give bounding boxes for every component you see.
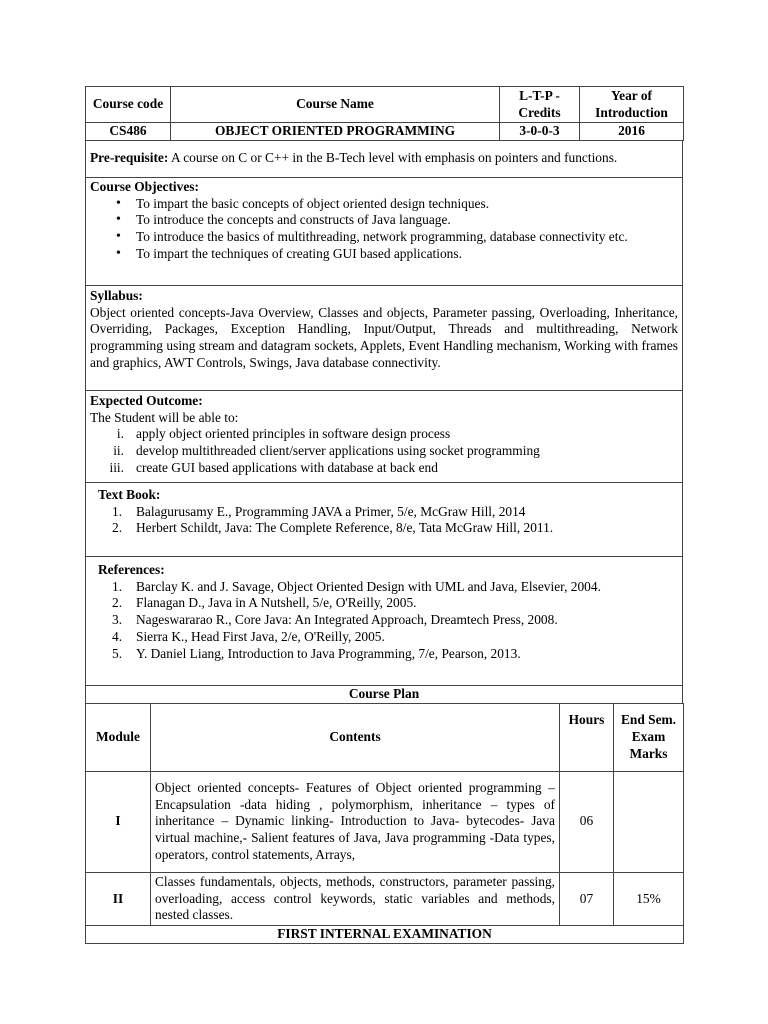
objectives-title: Course Objectives: xyxy=(90,178,199,194)
ltp-header: L-T-P - Credits xyxy=(500,87,580,123)
table-row xyxy=(86,872,684,925)
module-hours: 07 xyxy=(560,872,614,925)
outcome-intro: The Student will be able to: xyxy=(90,409,239,425)
marks-header: End Sem. Exam Marks xyxy=(614,703,684,771)
list-text: create GUI based applications with database at back end xyxy=(136,459,438,475)
module-marks xyxy=(614,771,684,872)
course-details-table xyxy=(85,140,683,704)
outcome-list xyxy=(90,426,678,476)
course-name-value: OBJECT ORIENTED PROGRAMMING xyxy=(171,123,500,141)
list-text: Sierra K., Head First Java, 2/e, O'Reilly, 2005. xyxy=(136,628,385,644)
prerequisite-label: Pre-requisite: xyxy=(90,150,169,166)
list-text: develop multithreaded client/server applications using socket programming xyxy=(136,443,540,459)
course-sheet xyxy=(85,86,683,944)
textbook-list xyxy=(98,504,678,538)
list-item xyxy=(116,426,678,443)
year-value: 2016 xyxy=(580,123,684,141)
list-text: Flanagan D., Java in A Nutshell, 5/e, O'Reilly, 2005. xyxy=(136,595,417,611)
list-marker: 1. xyxy=(112,503,123,519)
course-header-table xyxy=(85,86,684,141)
module-marks: 15% xyxy=(614,872,684,925)
syllabus-title: Syllabus: xyxy=(90,287,143,303)
syllabus-text: Object oriented concepts-Java Overview, Classes and objects, Parameter passing, Overloading, Inheritance, Overriding, Packages, Exception Handling, Input/Output, Threads and multithreading, Network programming using stream and datagram sockets, Applets, Event Handling mechanism, Working with frames and graphics, AWT Controls, Swings, Java database connectivity. xyxy=(90,304,678,370)
module-number: II xyxy=(86,872,151,925)
module-header: Module xyxy=(86,703,151,771)
list-item xyxy=(112,503,678,521)
prerequisite-text: A course on C or C++ in the B-Tech level with emphasis on pointers and functions. xyxy=(168,150,618,166)
list-item xyxy=(112,578,678,596)
syllabus-section xyxy=(86,285,683,390)
list-item: • To introduce the basics of multithreading, network programming, database connectivity etc. xyxy=(136,229,678,246)
list-marker: 5. xyxy=(112,645,123,661)
textbook-title: Text Book: xyxy=(98,486,161,502)
list-item: • To impart the basic concepts of object oriented design techniques. xyxy=(136,196,678,213)
list-item xyxy=(113,443,678,460)
references-section xyxy=(86,556,683,685)
course-plan-table xyxy=(85,703,684,944)
references-title: References: xyxy=(98,561,165,577)
contents-header: Contents xyxy=(151,703,560,771)
list-marker: 2. xyxy=(112,595,123,611)
list-text: Nageswararao R., Core Java: An Integrated Approach, Dreamtech Press, 2008. xyxy=(136,612,558,628)
list-item xyxy=(109,459,678,477)
list-text: Y. Daniel Liang, Introduction to Java Programming, 7/e, Pearson, 2013. xyxy=(136,645,521,661)
year-header: Year of Introduction xyxy=(580,87,684,123)
list-item xyxy=(112,645,678,663)
outcome-section xyxy=(86,390,683,482)
list-text: apply object oriented principles in software design process xyxy=(136,426,451,442)
list-item xyxy=(112,520,678,537)
references-list xyxy=(98,579,678,663)
outcome-title: Expected Outcome: xyxy=(90,392,203,408)
course-code-header: Course code xyxy=(86,87,171,123)
list-item xyxy=(112,612,678,629)
module-number: I xyxy=(86,771,151,872)
table-row xyxy=(86,771,684,872)
objectives-section xyxy=(86,177,683,285)
module-hours: 06 xyxy=(560,771,614,872)
list-marker: iii. xyxy=(109,459,124,475)
first-internal-exam-row: FIRST INTERNAL EXAMINATION xyxy=(86,926,684,944)
ltp-value: 3-0-0-3 xyxy=(500,123,580,141)
list-item: • To impart the techniques of creating GUI based applications. xyxy=(136,246,678,263)
module-contents: Object oriented concepts- Features of Object oriented programming – Encapsulation -data hiding , polymorphism, inheritance – types of inheritance – Dynamic linking- Introduction to Java- bytecodes- Java virtual machine,- Salient features of Java, Java programming -Data types, operators, control statements, Arrays, xyxy=(151,771,560,872)
list-marker: 2. xyxy=(112,520,123,536)
list-item xyxy=(112,595,678,612)
course-name-header: Course Name xyxy=(171,87,500,123)
list-text: Balagurusamy E., Programming JAVA a Primer, 5/e, McGraw Hill, 2014 xyxy=(136,503,526,519)
list-marker: 1. xyxy=(112,578,123,594)
list-text: Herbert Schildt, Java: The Complete Reference, 8/e, Tata McGraw Hill, 2011. xyxy=(136,520,554,536)
hours-header: Hours xyxy=(560,703,614,771)
list-item: • To introduce the concepts and constructs of Java language. xyxy=(136,212,678,229)
prerequisite-section xyxy=(86,140,683,177)
list-marker: 4. xyxy=(112,628,123,644)
list-marker: ii. xyxy=(113,443,124,459)
list-item xyxy=(112,628,678,646)
objectives-list xyxy=(90,196,678,263)
course-plan-title: Course Plan xyxy=(86,685,683,703)
course-code-value: CS486 xyxy=(86,123,171,141)
list-marker: i. xyxy=(116,426,124,442)
textbook-section xyxy=(86,482,683,556)
list-marker: 3. xyxy=(112,612,123,628)
list-text: Barclay K. and J. Savage, Object Oriented Design with UML and Java, Elsevier, 2004. xyxy=(136,578,601,594)
module-contents: Classes fundamentals, objects, methods, constructors, parameter passing, overloading, access control keywords, static variables and methods, nested classes. xyxy=(151,872,560,925)
